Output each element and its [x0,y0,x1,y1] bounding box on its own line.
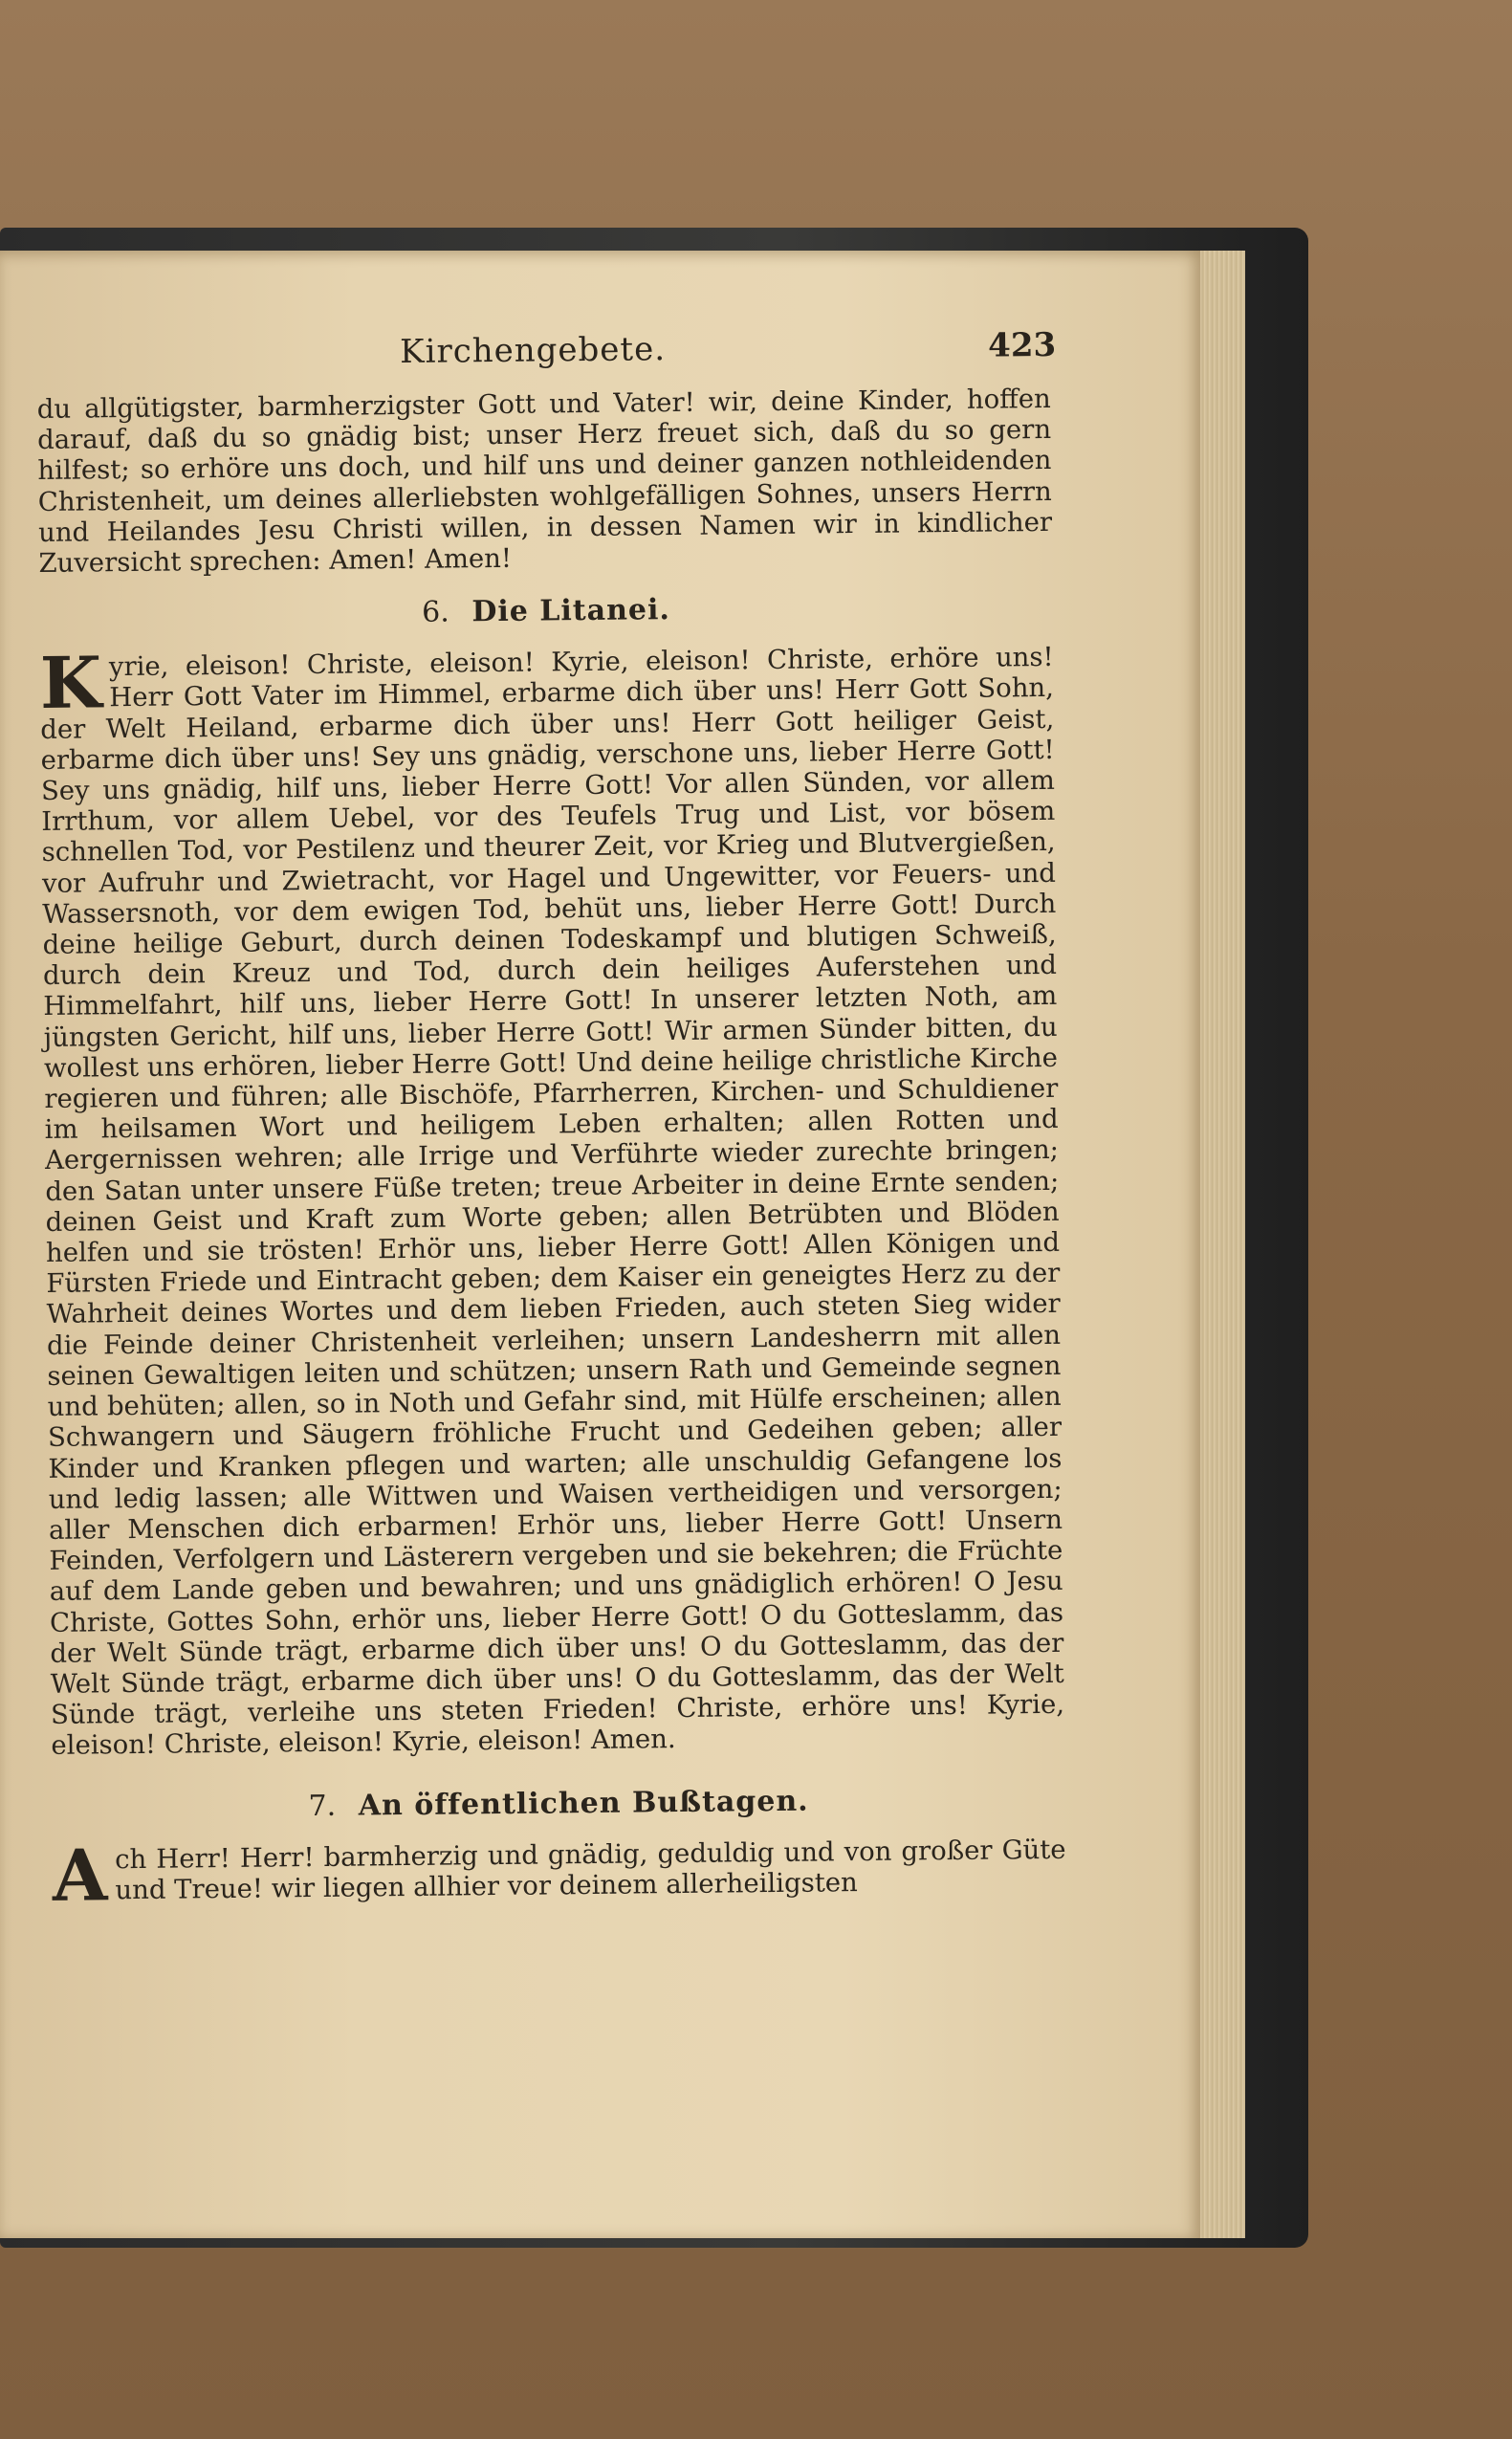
book-page [0,251,1200,2238]
litany-paragraph [39,642,1064,1761]
litany-text: yrie, eleison! Christe, eleison! Kyrie, eleison! Christe, erhöre uns! Herr Gott Vater im Himmel, erbarme dich über uns! Herr Gott Sohn, der Welt Heiland, erbarme dich über uns! Herr Gott heiliger Geist, erbarme dich über uns! Sey uns gnädig, verschone uns, lieber Herre Gott! Sey uns gnädig, hilf uns, lieber Herre Gott! Vor allen Sünden, vor allem Irrthum, vor allem Uebel, vor des Teufels Trug und List, vor bösem schnellen Tod, vor Pestilenz und theurer Zeit, vor Krieg und Blutvergießen, vor Aufruhr und Zwietracht, vor Hagel und Ungewitter, vor Feuers- und Wassersnoth, vor dem ewigen Tod, behüt uns, lieber Herre Gott! Durch deine heilige Geburt, durch deinen Todeskampf und blutigen Schweiß, durch dein Kreuz und Tod, durch dein heiliges Auferstehen und Himmelfahrt, hilf uns, lieber Herre Gott! In unserer letzten Noth, am jüngsten Gericht, hilf uns, lieber Herre Gott! Wir armen Sünder bitten, du wollest uns erhören, lieber Herre Gott! Und deine heilige christliche Kirche regieren und führen; alle Bischöfe, Pfarrherren, Kirchen- und Schuldiener im heilsamen Wort und heiligem Leben erhalten; allen Rotten und Aergernissen wehren; alle Irrige und Verführte wieder zurechte bringen; den Satan unter unsere Füße treten; treue Arbeiter in deine Ernte senden; deinen Geist und Kraft zum Worte geben; allen Betrübten und Blöden helfen und sie trösten! Erhör uns, lieber Herre Gott! Allen Königen und Fürsten Friede und Eintracht geben; dem Kaiser ein geneigtes Herz zu der Wahrheit deines Wortes und dem lieben Frieden, auch steten Sieg wider die Feinde deiner Christenheit verleihen; unsern Landesherrn mit allen seinen Gewaltigen leiten und schützen; unsern Rath und Gemeinde segnen und behüten; allen, so in Noth und Gefahr sind, mit Hülfe erscheinen; allen Schwangern und Säugern fröhliche Frucht und Gedeihen geben; aller Kinder und Kranken pflegen und warten; alle unschuldig Gefangene los und ledig lassen; alle Wittwen und Waisen vertheidigen und versorgen; aller Menschen dich erbarmen! Erhör uns, lieber Herre Gott! Unsern Feinden, Verfolgern und Lästerern vergeben und sie bekehren; die Früchte auf dem Lande geben und bewahren; und uns gnädiglich erhören! O Jesu Christe, Gottes Sohn, erhör uns, lieber Herre Gott! O du Gotteslamm, das der Welt Sünde trägt, erbarme dich über uns! O du Gotteslamm, das der Welt Sünde trägt, erbarme dich über uns! O du Gotteslamm, das der Welt Sünde trägt, verleihe uns steten Frieden! Christe, erhöre uns! Kyrie, eleison! Christe, eleison! Kyrie, eleison! Amen. [40,642,1065,1762]
busstag-text: ch Herr! Herr! barmherzig und gnädig, geduldig und von großer Güte und Treue! wir liegen allhier vor deinem allerheiligsten [114,1834,1066,1905]
section-6-title: Die Litanei. [471,593,671,629]
busstag-dropcap: A [52,1834,108,1918]
page-number: 423 [987,325,1057,365]
section-6-heading [39,589,1053,633]
running-head [36,325,1057,394]
section-6-number: 6. [422,595,450,630]
section-7-heading [52,1781,1065,1825]
busstag-paragraph [52,1834,1067,1918]
section-7-number: 7. [308,1789,337,1823]
page-content [36,325,1066,1918]
litany-dropcap: K [39,642,102,726]
prayer-ending-paragraph: du allgütigster, barmherzigster Gott und Vater! wir, deine Kinder, hoffen darauf, daß du so gnädig bist; unser Herz freuet sich, daß du so gern hilfest; so erhöre uns doch, und hilf uns und deiner ganzen nothleidenden Christenheit, um deines allerliebsten wohlgefälligen Sohnes, unsers Herrn und Heilandes Jesu Christi willen, in dessen Namen wir in kindlicher Zuversicht sprechen: Amen! Amen! [36,383,1053,580]
running-title: Kirchengebete. [399,330,667,372]
section-7-title: An öffentlichen Bußtagen. [358,1784,809,1823]
